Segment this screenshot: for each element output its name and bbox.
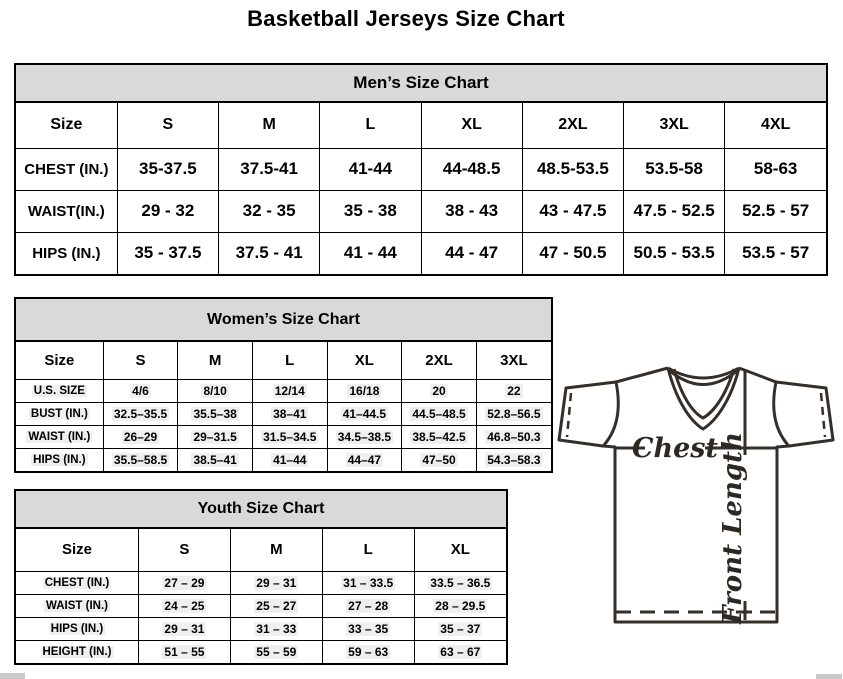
table-cell: 47 - 50.5: [522, 232, 623, 274]
table-cell: [322, 617, 414, 640]
row-label: [16, 571, 139, 594]
table-cell: [327, 448, 402, 471]
column-header: M: [230, 529, 322, 571]
table-cell: [327, 379, 402, 402]
cell-value: 35 – 37: [440, 621, 481, 636]
table-cell: [414, 594, 506, 617]
column-header: L: [320, 103, 421, 148]
table-row: [16, 190, 826, 232]
cell-value: 27 – 28: [348, 598, 389, 613]
cell-value: 31 – 33: [256, 621, 297, 636]
table-cell: [178, 448, 253, 471]
table-row: [16, 232, 826, 274]
table-cell: 37.5 - 41: [219, 232, 320, 274]
table-cell: 58-63: [725, 148, 826, 190]
table-cell: 32 - 35: [219, 190, 320, 232]
front-length-label: Front Length: [718, 432, 748, 624]
table-row: [16, 594, 506, 617]
table-cell: [476, 402, 551, 425]
table-cell: 35-37.5: [117, 148, 218, 190]
jersey-outline-shape: [559, 368, 833, 622]
table-row: [16, 448, 551, 471]
table-cell: 35 - 37.5: [117, 232, 218, 274]
column-header: XL: [327, 342, 402, 379]
table-cell: [252, 402, 327, 425]
cell-value: 35.5–58.5: [113, 452, 168, 467]
youth-size-chart: [14, 489, 508, 665]
cell-value: 33 – 35: [348, 621, 389, 636]
table-row: [16, 148, 826, 190]
table-cell: [139, 571, 231, 594]
cell-value: 52.8–56.5: [487, 406, 541, 421]
bottom-left-fragment: [0, 673, 25, 679]
table-cell: 44 - 47: [421, 232, 522, 274]
table-cell: [476, 448, 551, 471]
table-cell: 50.5 - 53.5: [624, 232, 725, 274]
cell-value: 54.3–58.3: [487, 452, 541, 467]
row-label: [16, 617, 139, 640]
table-row: [16, 617, 506, 640]
cell-value: 35.5–38: [193, 406, 237, 421]
column-header: 3XL: [624, 103, 725, 148]
table-cell: 52.5 - 57: [725, 190, 826, 232]
column-header: S: [139, 529, 231, 571]
table-cell: [414, 571, 506, 594]
table-cell: 41-44: [320, 148, 421, 190]
table-cell: [103, 448, 178, 471]
table-cell: [327, 425, 402, 448]
row-label: [16, 402, 103, 425]
table-cell: 37.5-41: [219, 148, 320, 190]
row-label: [16, 594, 139, 617]
cell-value: 41–44: [273, 452, 307, 467]
cell-value: 51 – 55: [164, 644, 205, 659]
table-cell: [230, 594, 322, 617]
table-cell: [139, 617, 231, 640]
womens-header-row: [16, 342, 551, 379]
row-label: HIPS (IN.): [16, 232, 117, 274]
youth-header-row: [16, 529, 506, 571]
cell-value: 4/6: [132, 383, 149, 398]
table-cell: [139, 640, 231, 663]
table-cell: [252, 379, 327, 402]
youth-table: [16, 529, 506, 663]
cell-value: 25 – 27: [256, 598, 297, 613]
column-header: M: [219, 103, 320, 148]
row-label: [16, 425, 103, 448]
table-cell: [402, 448, 477, 471]
cell-value: 34.5–38.5: [337, 429, 392, 444]
cell-value: HEIGHT (IN.): [42, 645, 112, 658]
table-cell: 43 - 47.5: [522, 190, 623, 232]
cell-value: 20: [432, 383, 446, 398]
cell-value: 29–31.5: [193, 429, 237, 444]
table-cell: [103, 379, 178, 402]
mens-header-row: [16, 103, 826, 148]
table-cell: [230, 640, 322, 663]
table-cell: [103, 425, 178, 448]
table-cell: [322, 594, 414, 617]
table-cell: [230, 571, 322, 594]
womens-size-chart: [14, 297, 553, 473]
right-sleeve-seam: [774, 382, 788, 445]
cell-value: 47–50: [422, 452, 456, 467]
cell-value: 59 – 63: [348, 644, 389, 659]
table-cell: [402, 402, 477, 425]
cell-value: 46.8–50.3: [487, 429, 541, 444]
table-cell: [322, 640, 414, 663]
column-header: 4XL: [725, 103, 826, 148]
cell-value: 38–41: [273, 406, 307, 421]
table-cell: [414, 640, 506, 663]
cell-value: 24 – 25: [164, 598, 205, 613]
left-sleeve-seam: [604, 382, 618, 445]
table-cell: [402, 379, 477, 402]
youth-chart-title: Youth Size Chart: [16, 491, 506, 529]
jersey-measurement-diagram: [550, 358, 843, 628]
collar-v-inner: [674, 369, 734, 418]
cell-value: 28 – 29.5: [435, 598, 486, 613]
column-header: L: [322, 529, 414, 571]
table-cell: 47.5 - 52.5: [624, 190, 725, 232]
cell-value: 63 – 67: [440, 644, 481, 659]
page-title: Basketball Jerseys Size Chart: [247, 6, 565, 31]
cell-value: HIPS (IN.): [50, 622, 104, 635]
table-cell: 41 - 44: [320, 232, 421, 274]
table-cell: [252, 425, 327, 448]
column-header: 2XL: [402, 342, 477, 379]
bottom-right-fragment: [816, 674, 842, 679]
cell-value: 33.5 – 36.5: [430, 575, 491, 590]
cell-value: 22: [507, 383, 521, 398]
table-cell: [476, 425, 551, 448]
table-cell: 29 - 32: [117, 190, 218, 232]
column-header: L: [252, 342, 327, 379]
table-cell: [230, 617, 322, 640]
table-cell: 53.5 - 57: [725, 232, 826, 274]
cell-value: 29 – 31: [164, 621, 205, 636]
cell-value: 38.5–41: [193, 452, 237, 467]
cell-value: 44.5–48.5: [412, 406, 466, 421]
column-header: M: [178, 342, 253, 379]
cell-value: HIPS (IN.): [33, 453, 86, 466]
mens-chart-title: Men’s Size Chart: [16, 65, 826, 103]
cell-value: 27 – 29: [164, 575, 205, 590]
column-header: XL: [421, 103, 522, 148]
table-row: [16, 571, 506, 594]
table-row: [16, 402, 551, 425]
row-label: [16, 640, 139, 663]
cell-value: 29 – 31: [256, 575, 297, 590]
table-cell: [139, 594, 231, 617]
table-cell: 48.5-53.5: [522, 148, 623, 190]
table-cell: 38 - 43: [421, 190, 522, 232]
table-cell: 44-48.5: [421, 148, 522, 190]
column-header: Size: [16, 342, 103, 379]
table-cell: 53.5-58: [624, 148, 725, 190]
cell-value: WAIST (IN.): [46, 599, 108, 612]
row-label: [16, 448, 103, 471]
table-cell: [327, 402, 402, 425]
column-header: XL: [414, 529, 506, 571]
cell-value: 41–44.5: [342, 406, 387, 421]
womens-table: [16, 342, 551, 471]
table-cell: [476, 379, 551, 402]
table-cell: [178, 402, 253, 425]
table-cell: [414, 617, 506, 640]
table-cell: [178, 379, 253, 402]
cell-value: 12/14: [274, 383, 305, 398]
womens-chart-title: Women’s Size Chart: [16, 299, 551, 342]
table-cell: 35 - 38: [320, 190, 421, 232]
chest-label: Chest: [632, 433, 718, 464]
table-row: [16, 640, 506, 663]
cell-value: 44–47: [347, 452, 382, 467]
table-row: [16, 425, 551, 448]
column-header: Size: [16, 103, 117, 148]
cell-value: WAIST (IN.): [28, 430, 91, 443]
cell-value: 31.5–34.5: [263, 429, 317, 444]
cell-value: 8/10: [203, 383, 227, 398]
cell-value: BUST (IN.): [30, 407, 88, 420]
column-header: 3XL: [476, 342, 551, 379]
left-sleeve-dashed-line: [567, 393, 571, 437]
right-sleeve-dashed-line: [821, 393, 825, 437]
table-cell: [178, 425, 253, 448]
column-header: Size: [16, 529, 139, 571]
mens-table: [16, 103, 826, 274]
table-row: [16, 379, 551, 402]
cell-value: U.S. SIZE: [33, 384, 85, 397]
cell-value: CHEST (IN.): [44, 576, 110, 589]
mens-size-chart: [14, 63, 828, 276]
table-cell: [402, 425, 477, 448]
cell-value: 16/18: [349, 383, 380, 398]
cell-value: 55 – 59: [256, 644, 297, 659]
row-label: WAIST(IN.): [16, 190, 117, 232]
row-label: [16, 379, 103, 402]
column-header: 2XL: [522, 103, 623, 148]
row-label: CHEST (IN.): [16, 148, 117, 190]
table-cell: [322, 571, 414, 594]
cell-value: 38.5–42.5: [412, 429, 466, 444]
table-cell: [103, 402, 178, 425]
column-header: S: [103, 342, 178, 379]
column-header: S: [117, 103, 218, 148]
cell-value: 31 – 33.5: [343, 575, 394, 590]
cell-value: 32.5–35.5: [113, 406, 168, 421]
cell-value: 26–29: [123, 429, 158, 444]
table-cell: [252, 448, 327, 471]
